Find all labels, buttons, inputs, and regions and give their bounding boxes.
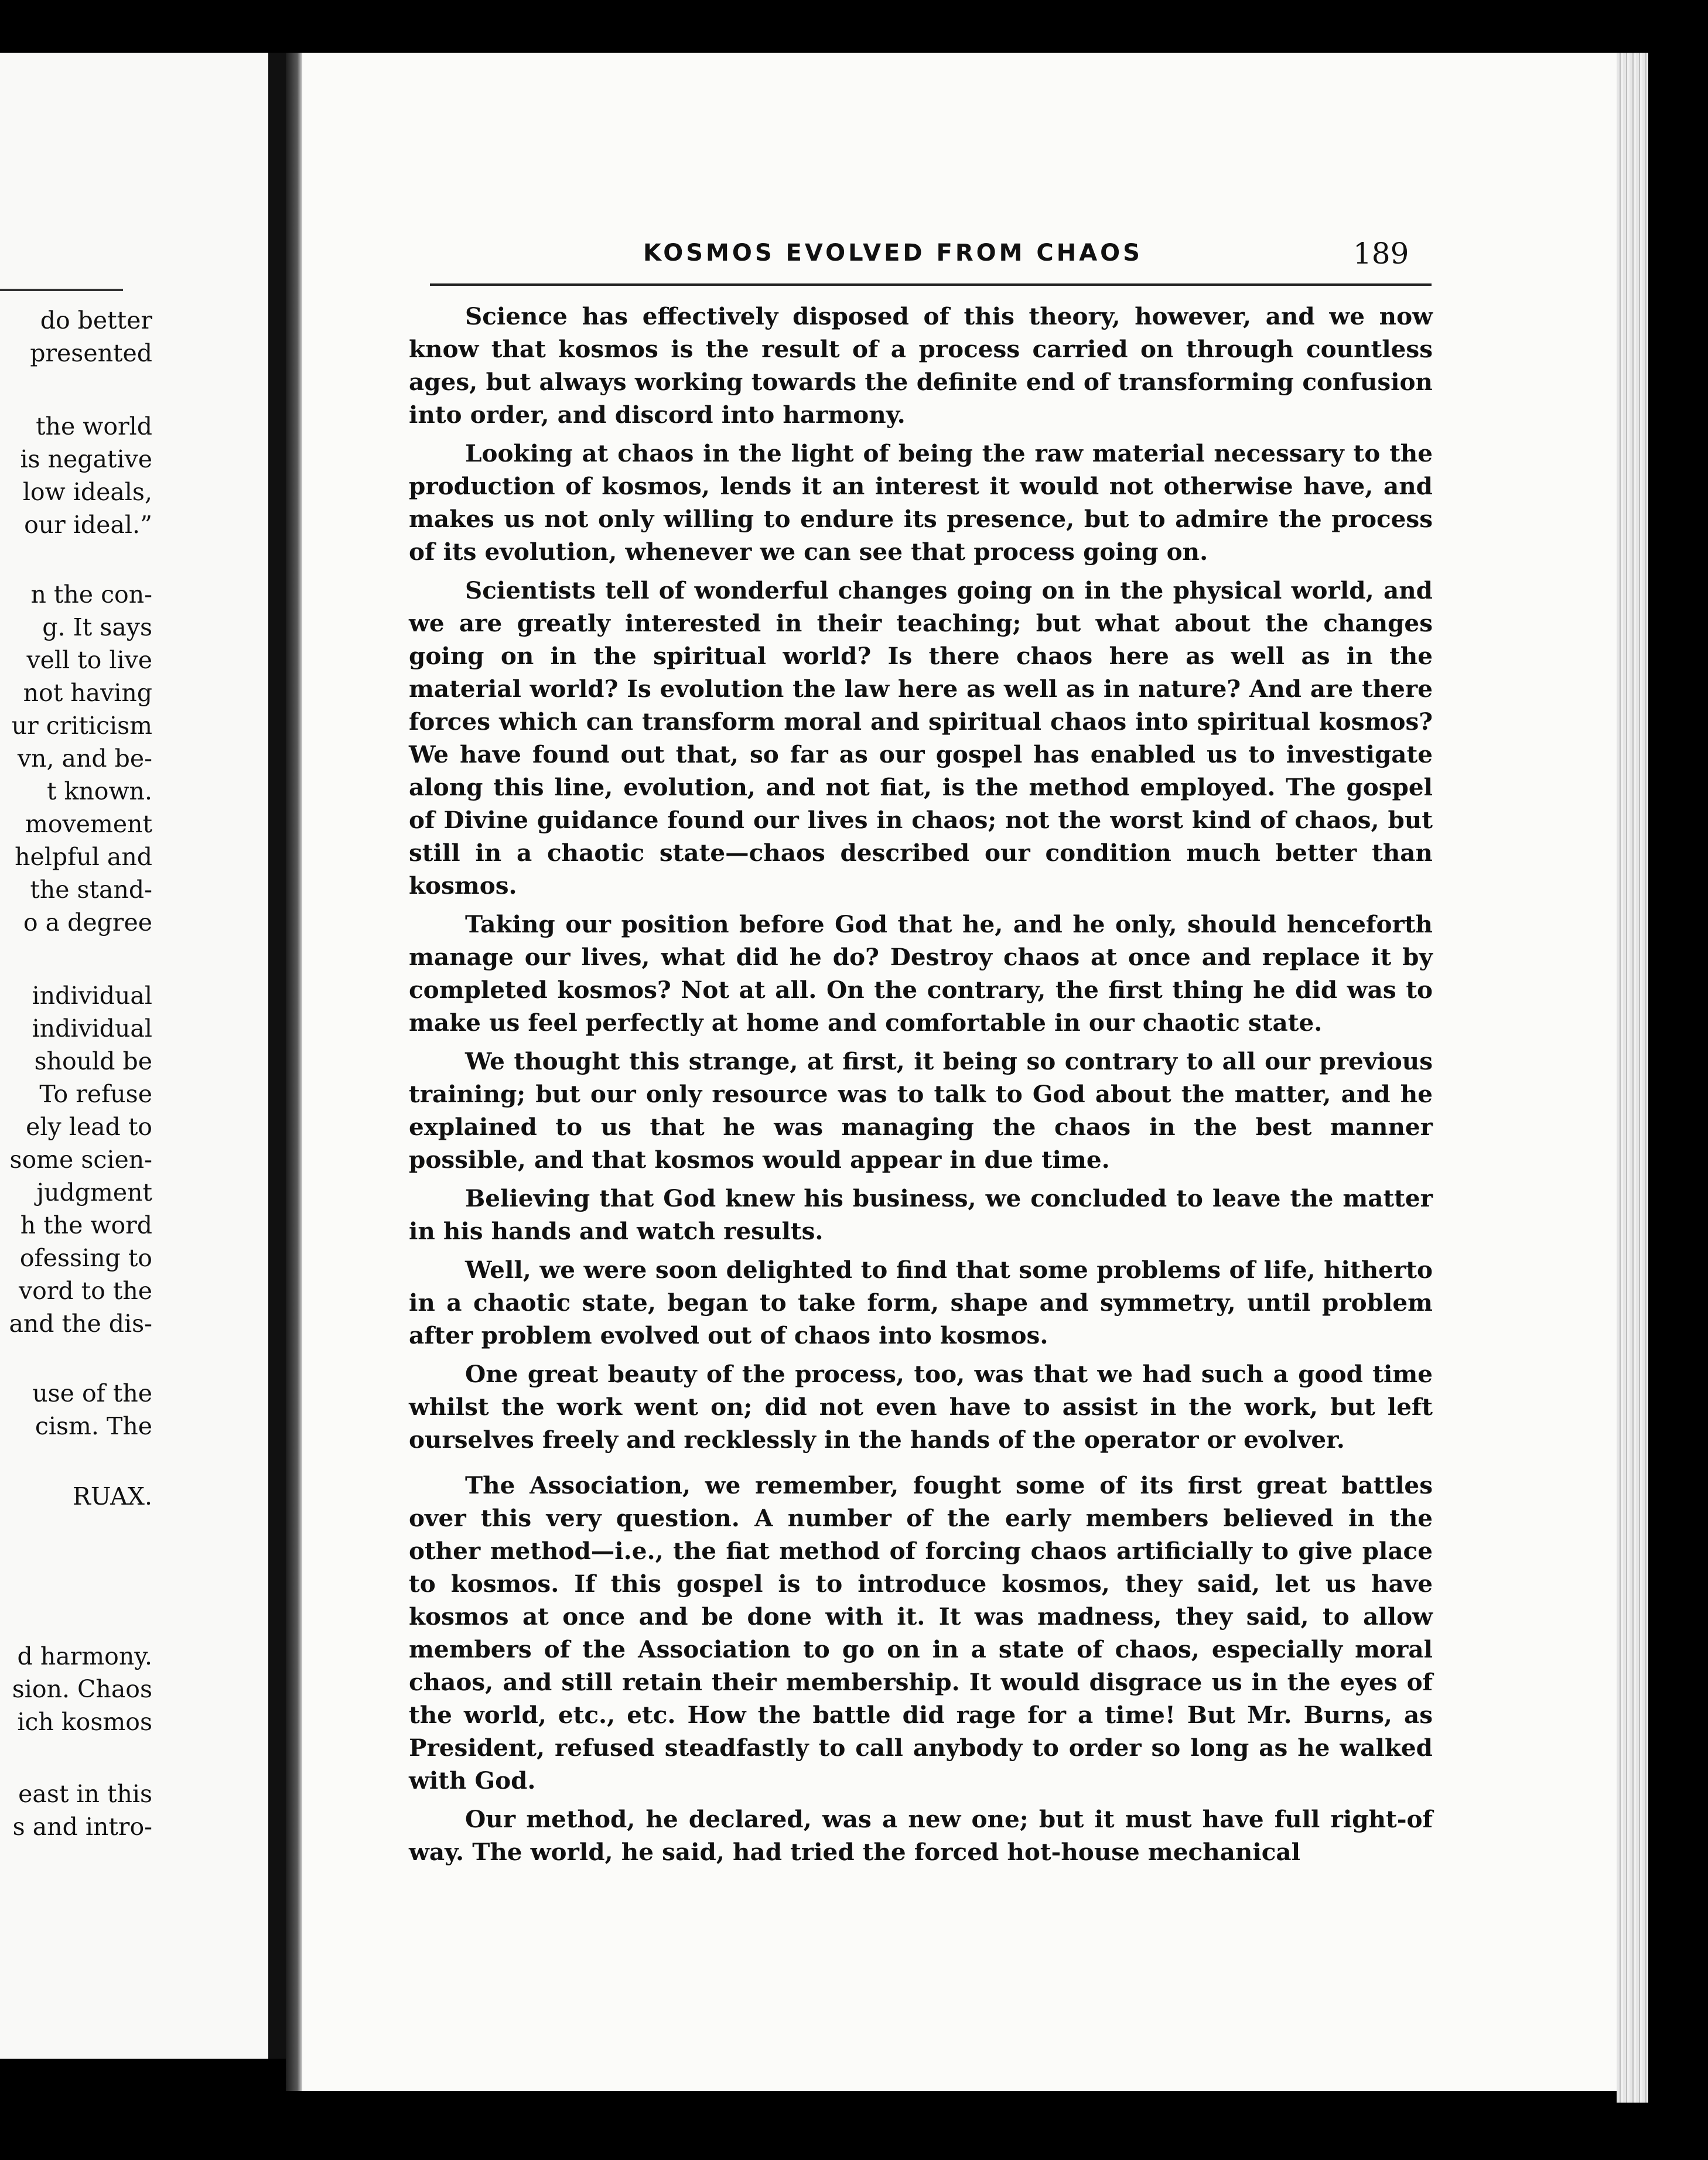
left-page-line: do better	[40, 306, 152, 334]
left-page-line: individual	[32, 1014, 152, 1043]
left-page-line: o a degree	[23, 908, 152, 937]
left-page-line: is negative	[20, 445, 152, 473]
header-rule	[430, 283, 1432, 286]
gutter-shadow	[286, 53, 302, 2091]
left-page-line: vell to live	[26, 646, 152, 674]
left-page-rule	[0, 289, 123, 291]
paragraph: We thought this strange, at first, it being so contrary to all our previous training; but our only resource was to talk to God about the matter, and he explained to us that he was managing the chaos in the best manner possible, and that kosmos would appear in due time.	[409, 1047, 1433, 1174]
left-page-line: ich kosmos	[17, 1708, 152, 1736]
left-page-line: RUAX.	[73, 1482, 152, 1510]
left-page-line: cism. The	[35, 1412, 152, 1440]
left-page-line: ur criticism	[11, 712, 152, 740]
left-page-line: sion. Chaos	[12, 1675, 152, 1703]
left-page-line: east in this	[18, 1780, 152, 1808]
left-page-line: vord to the	[18, 1277, 152, 1305]
left-page-line: some scien-	[9, 1146, 152, 1174]
paragraph: Science has effectively disposed of this theory, however, and we now know that kosmos is the result of a process carried on through countless ages, but always working towards the definite end of transforming confusion into order, and discord into harmony.	[409, 302, 1433, 429]
left-page-line: use of the	[32, 1379, 152, 1407]
left-page-line: vn, and be-	[17, 744, 152, 773]
paragraph: Looking at chaos in the light of being the raw material necessary to the production of kosmos, lends it an interest it would not otherwise have, and makes us not only willing to endure its presence, but to admire the process of its evolution, whenever we can see that process going on.	[409, 439, 1433, 566]
left-page-line: presented	[30, 339, 152, 367]
left-page-line: judgment	[36, 1178, 152, 1207]
left-facing-page	[0, 53, 268, 2059]
left-page-line: d harmony.	[17, 1642, 152, 1670]
left-page-line: should be	[34, 1047, 152, 1075]
page-edge-stack	[1617, 53, 1648, 2103]
paragraph: Well, we were soon delighted to find that some problems of life, hitherto in a chaotic state, began to take form, shape and symmetry, until problem after problem evolved out of chaos into kosmos.	[409, 1256, 1433, 1349]
page-number: 189	[1353, 237, 1409, 271]
left-page-line: not having	[23, 679, 152, 707]
left-page-line: our ideal.”	[24, 511, 152, 539]
paragraph: Taking our position before God that he, and he only, should henceforth manage our lives, what did he do? Destroy chaos at once and replace it by completed kosmos? Not at all. On the contrary, the first thing he did was to make us feel perfectly at home and comfortable in our chaotic state.	[409, 910, 1433, 1037]
paragraph: Our method, he declared, was a new one; but it must have full right-of way. The world, he said, had tried the forced hot-house mechanical	[409, 1805, 1433, 1866]
left-page-line: s and intro-	[12, 1813, 152, 1841]
paragraph: Scientists tell of wonderful changes going on in the physical world, and we are greatly interested in their teaching; but what about the changes going on in the spiritual world? Is there chaos here as well as in the material world? Is evolution the law here as well as in nature? And are there forces which can transform moral and spiritual chaos into spiritual kosmos? We have found out that, so far as our gospel has enabled us to investigate along this line, evolution, and not fiat, is the method employed. The gospel of Divine guidance found our lives in chaos; not the worst kind of chaos, but still in a chaotic state—chaos described our condition much better than kosmos.	[409, 576, 1433, 900]
running-head: KOSMOS EVOLVED FROM CHAOS	[643, 240, 1143, 266]
left-page-line: helpful and	[15, 843, 152, 871]
book-gutter	[268, 53, 286, 2059]
paragraph: The Association, we remember, fought some of its first great battles over this very question. A number of the early members believed in the other method—i.e., the fiat method of forcing chaos artificially to give place to kosmos. If this gospel is to introduce kosmos, they said, let us have kosmos at once and be done with it. It was madness, they said, to allow members of the Association to go on in a state of chaos, especially moral chaos, and still retain their membership. It would disgrace us in the eyes of the world, etc., etc. How the battle did rage for a time! But Mr. Burns, as President, refused steadfastly to call anybody to order so long as he walked with God.	[409, 1471, 1433, 1795]
body-text	[409, 300, 1433, 1874]
left-page-line: To refuse	[39, 1080, 152, 1108]
left-page-line: ofessing to	[19, 1244, 152, 1272]
left-page-line: n the con-	[30, 580, 152, 609]
left-page-line: t known.	[47, 777, 152, 805]
left-page-line: h the word	[20, 1211, 152, 1239]
left-page-line: individual	[32, 982, 152, 1010]
left-page-line: low ideals,	[22, 478, 152, 506]
left-page-line: movement	[25, 810, 152, 838]
left-page-line: the stand-	[30, 876, 152, 904]
left-page-line: the world	[36, 412, 152, 440]
left-page-line: ely lead to	[26, 1113, 152, 1141]
paragraph: Believing that God knew his business, we concluded to leave the matter in his hands and watch results.	[409, 1184, 1433, 1245]
left-page-line: and the dis-	[9, 1310, 152, 1338]
paragraph: One great beauty of the process, too, was that we had such a good time whilst the work went on; did not even have to assist in the work, but left ourselves freely and recklessly in the hands of the operator or evolver.	[409, 1360, 1433, 1454]
left-page-line: g. It says	[42, 613, 152, 641]
